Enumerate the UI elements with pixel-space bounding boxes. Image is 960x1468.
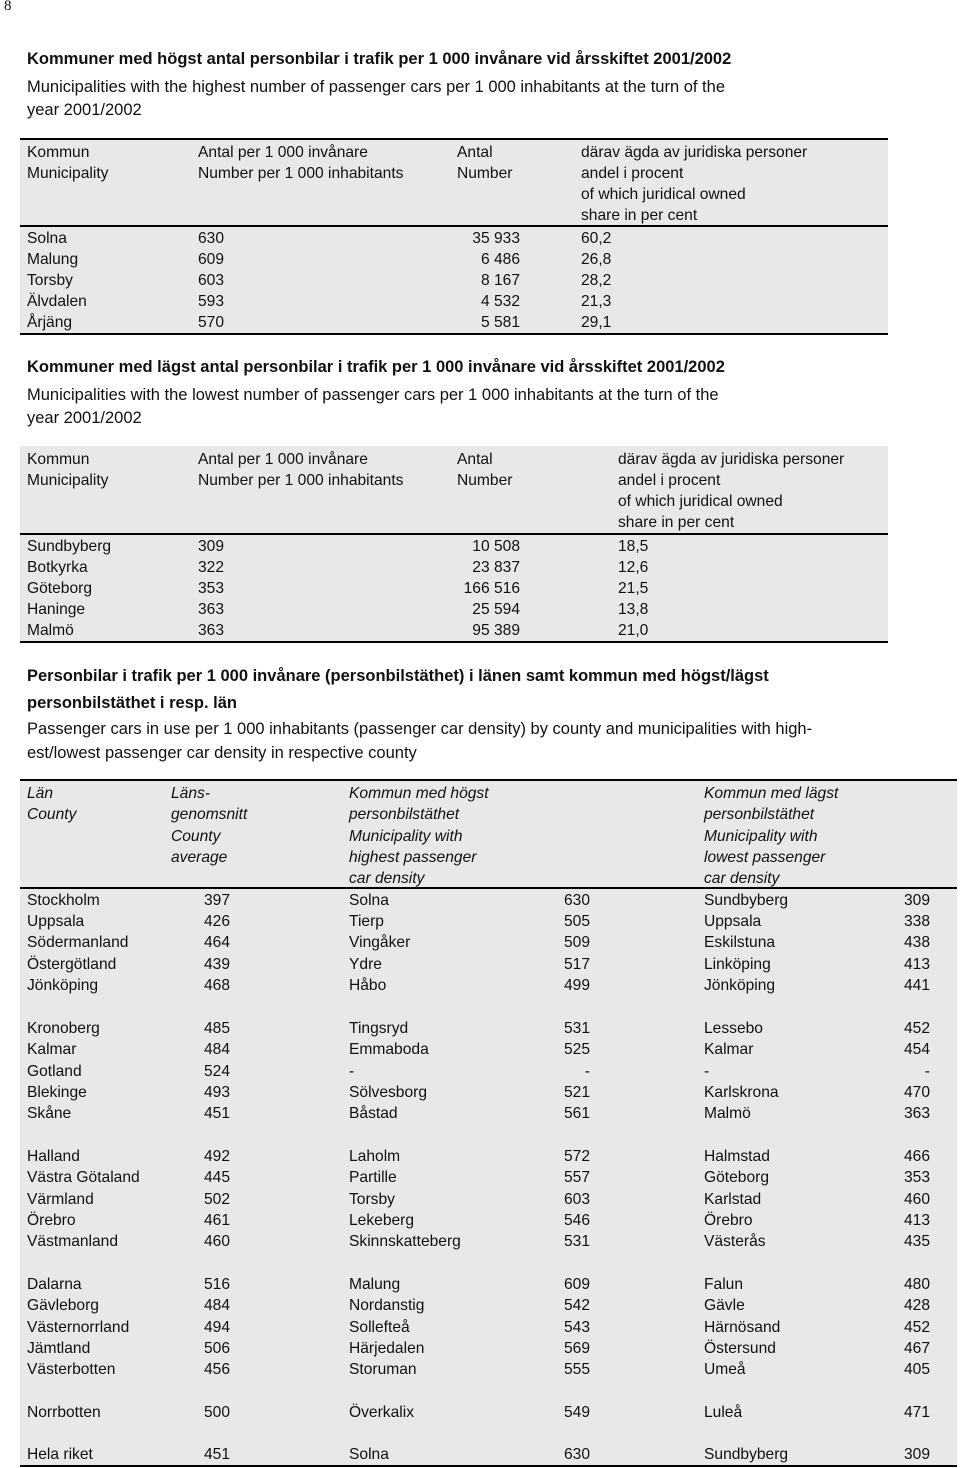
share-cell: 21,0	[618, 622, 649, 639]
number-cell: 5 581	[480, 314, 520, 331]
county-cell: Blekinge	[27, 1084, 87, 1101]
highest-municipality-cell: Tingsryd	[349, 1020, 409, 1037]
highest-value-cell: 499	[563, 977, 590, 994]
section3-title-en: Passenger cars in use per 1 000 inhabitants (passenger car density) by county and municipalities with high-	[27, 720, 813, 738]
share-cell: 29,1	[581, 314, 612, 331]
highest-municipality-cell: Solna	[349, 1446, 389, 1463]
county-cell: Västernorrland	[27, 1319, 130, 1336]
average-cell: 468	[204, 977, 231, 994]
county-cell: Södermanland	[27, 934, 129, 951]
lowest-municipality-cell: Jönköping	[704, 977, 776, 994]
per-1000-cell: 609	[198, 251, 225, 268]
lowest-municipality-cell: Umeå	[704, 1361, 746, 1378]
table1-header-rule	[20, 225, 888, 227]
highest-value-cell: 603	[563, 1191, 590, 1208]
lowest-value-cell: 413	[903, 956, 930, 973]
highest-municipality-cell: Båstad	[349, 1105, 398, 1122]
col-header-share-en: of which juridical owned	[581, 186, 746, 203]
col-header-per-1000-en: Number per 1 000 inhabitants	[198, 472, 404, 489]
lowest-value-cell: 452	[903, 1319, 930, 1336]
county-cell: Dalarna	[27, 1276, 82, 1293]
highest-municipality-cell: Skinnskatteberg	[349, 1233, 461, 1250]
share-cell: 13,8	[618, 601, 649, 618]
county-cell: Halland	[27, 1148, 80, 1165]
section3-title-sv: Personbilar i trafik per 1 000 invånare (personbilstäthet) i länen samt kommun med högst/lägst	[27, 667, 769, 685]
lowest-municipality-cell: Gävle	[704, 1297, 745, 1314]
lowest-value-cell: 309	[903, 892, 930, 909]
lowest-value-cell: 413	[903, 1212, 930, 1229]
county-cell: Västerbotten	[27, 1361, 116, 1378]
share-cell: 21,5	[618, 580, 649, 597]
county-cell: Jönköping	[27, 977, 99, 994]
lowest-municipality-cell: Härnösand	[704, 1319, 781, 1336]
average-cell: 524	[204, 1063, 231, 1080]
average-cell: 500	[204, 1404, 231, 1421]
per-1000-cell: 603	[198, 272, 225, 289]
col-header-lowest: Municipality with	[704, 828, 818, 845]
average-cell: 451	[204, 1446, 231, 1463]
section3-title-en-cont: est/lowest passenger car density in respective county	[27, 744, 417, 762]
lowest-value-cell: 309	[903, 1446, 930, 1463]
average-cell: 506	[204, 1340, 231, 1357]
per-1000-cell: 309	[198, 538, 225, 555]
col-header-number: Number	[457, 472, 513, 489]
col-header-highest: highest passenger	[349, 849, 477, 866]
share-cell: 26,8	[581, 251, 612, 268]
highest-municipality-cell: Emmaboda	[349, 1041, 429, 1058]
average-cell: 516	[204, 1276, 231, 1293]
county-cell: Norrbotten	[27, 1404, 101, 1421]
highest-municipality-cell: Härjedalen	[349, 1340, 425, 1357]
lowest-municipality-cell: Östersund	[704, 1340, 776, 1357]
highest-municipality-cell: Storuman	[349, 1361, 417, 1378]
number-cell: 95 389	[472, 622, 520, 639]
col-header-share-sv-2: andel i procent	[618, 472, 721, 489]
col-header-antal: Antal	[457, 451, 493, 468]
table1-top-rule	[20, 138, 888, 140]
col-header-kommun: Kommun	[27, 451, 90, 468]
lowest-municipality-cell: Malmö	[704, 1105, 751, 1122]
lowest-municipality-cell: Linköping	[704, 956, 771, 973]
highest-value-cell: 546	[563, 1212, 590, 1229]
page-number: 8	[4, 0, 12, 14]
highest-municipality-cell: Partille	[349, 1169, 397, 1186]
col-header-share-sv-2: andel i procent	[581, 165, 684, 182]
lowest-municipality-cell: Kalmar	[704, 1041, 754, 1058]
highest-value-cell: 572	[563, 1148, 590, 1165]
highest-municipality-cell: Vingåker	[349, 934, 411, 951]
lowest-municipality-cell: Halmstad	[704, 1148, 770, 1165]
municipality-cell: Sundbyberg	[27, 538, 112, 555]
lowest-municipality-cell: Sundbyberg	[704, 892, 789, 909]
number-cell: 166 516	[463, 580, 520, 597]
share-cell: 12,6	[618, 559, 649, 576]
lowest-value-cell: 353	[903, 1169, 930, 1186]
lowest-municipality-cell: -	[704, 1063, 710, 1080]
number-cell: 8 167	[480, 272, 520, 289]
per-1000-cell: 363	[198, 622, 225, 639]
col-header-average: average	[171, 849, 228, 866]
highest-municipality-cell: Torsby	[349, 1191, 395, 1208]
municipality-cell: Älvdalen	[27, 293, 87, 310]
col-header-municipality: Municipality	[27, 472, 109, 489]
average-cell: 439	[204, 956, 231, 973]
number-cell: 25 594	[472, 601, 520, 618]
county-cell: Skåne	[27, 1105, 72, 1122]
lowest-municipality-cell: Örebro	[704, 1212, 753, 1229]
highest-value-cell: 549	[563, 1404, 590, 1421]
highest-value-cell: 531	[563, 1020, 590, 1037]
lowest-value-cell: 460	[903, 1191, 930, 1208]
lowest-value-cell: 471	[903, 1404, 930, 1421]
municipality-cell: Malung	[27, 251, 79, 268]
col-header-lan: Län	[27, 785, 54, 802]
highest-value-cell: -	[584, 1063, 590, 1080]
highest-municipality-cell: Nordanstig	[349, 1297, 425, 1314]
average-cell: 485	[204, 1020, 231, 1037]
share-cell: 21,3	[581, 293, 612, 310]
col-header-municipality: Municipality	[27, 165, 109, 182]
highest-value-cell: 542	[563, 1297, 590, 1314]
col-header-highest: personbilstäthet	[349, 806, 460, 823]
lowest-municipality-cell: Sundbyberg	[704, 1446, 789, 1463]
county-cell: Kronoberg	[27, 1020, 100, 1037]
highest-municipality-cell: Överkalix	[349, 1404, 414, 1421]
col-header-per-1000-en: Number per 1 000 inhabitants	[198, 165, 404, 182]
number-cell: 6 486	[480, 251, 520, 268]
lowest-value-cell: 454	[903, 1041, 930, 1058]
col-header-lowest: lowest passenger	[704, 849, 826, 866]
average-cell: 451	[204, 1105, 231, 1122]
section2-title-en-cont: year 2001/2002	[27, 409, 142, 427]
average-cell: 445	[204, 1169, 231, 1186]
lowest-municipality-cell: Luleå	[704, 1404, 743, 1421]
col-header-share-en: of which juridical owned	[618, 493, 783, 510]
county-cell: Kalmar	[27, 1041, 77, 1058]
highest-municipality-cell: Malung	[349, 1276, 401, 1293]
section2-title-sv: Kommuner med lägst antal personbilar i trafik per 1 000 invånare vid årsskiftet 2001/2002	[27, 358, 725, 376]
share-cell: 18,5	[618, 538, 649, 555]
lowest-municipality-cell: Karlstad	[704, 1191, 762, 1208]
col-header-highest: Kommun med högst	[349, 785, 489, 802]
county-cell: Gotland	[27, 1063, 82, 1080]
highest-value-cell: 505	[563, 913, 590, 930]
lowest-value-cell: 466	[903, 1148, 930, 1165]
table2-header-rule	[20, 533, 888, 535]
lowest-municipality-cell: Eskilstuna	[704, 934, 776, 951]
lowest-value-cell: -	[924, 1063, 930, 1080]
col-header-lowest: car density	[704, 870, 780, 887]
col-header-per-1000-sv: Antal per 1 000 invånare	[198, 144, 368, 161]
lowest-municipality-cell: Lessebo	[704, 1020, 763, 1037]
col-header-share-en-2: share in per cent	[618, 514, 735, 531]
lowest-value-cell: 438	[903, 934, 930, 951]
col-header-highest: Municipality with	[349, 828, 463, 845]
highest-municipality-cell: Håbo	[349, 977, 387, 994]
lowest-municipality-cell: Göteborg	[704, 1169, 770, 1186]
col-header-per-1000-sv: Antal per 1 000 invånare	[198, 451, 368, 468]
number-cell: 4 532	[480, 293, 520, 310]
lowest-value-cell: 338	[903, 913, 930, 930]
table3-header-rule	[20, 887, 957, 889]
average-cell: 492	[204, 1148, 231, 1165]
municipality-cell: Årjäng	[27, 314, 73, 331]
average-cell: 484	[204, 1041, 231, 1058]
average-cell: 502	[204, 1191, 231, 1208]
number-cell: 10 508	[472, 538, 520, 555]
lowest-municipality-cell: Karlskrona	[704, 1084, 779, 1101]
highest-municipality-cell: Ydre	[349, 956, 382, 973]
highest-value-cell: 569	[563, 1340, 590, 1357]
highest-value-cell: 517	[563, 956, 590, 973]
col-header-lowest: Kommun med lägst	[704, 785, 839, 802]
highest-value-cell: 543	[563, 1319, 590, 1336]
number-cell: 35 933	[472, 230, 520, 247]
highest-value-cell: 521	[563, 1084, 590, 1101]
municipality-cell: Malmö	[27, 622, 74, 639]
county-cell: Gävleborg	[27, 1297, 99, 1314]
municipality-cell: Torsby	[27, 272, 73, 289]
col-header-county: County	[27, 806, 77, 823]
highest-value-cell: 557	[563, 1169, 590, 1186]
table3-top-rule	[20, 779, 957, 781]
average-cell: 456	[204, 1361, 231, 1378]
county-cell: Stockholm	[27, 892, 100, 909]
average-cell: 493	[204, 1084, 231, 1101]
lowest-value-cell: 441	[903, 977, 930, 994]
county-cell: Jämtland	[27, 1340, 91, 1357]
col-header-average: genomsnitt	[171, 806, 248, 823]
average-cell: 484	[204, 1297, 231, 1314]
highest-value-cell: 531	[563, 1233, 590, 1250]
county-cell: Västmanland	[27, 1233, 119, 1250]
per-1000-cell: 570	[198, 314, 225, 331]
table3-bottom-rule	[20, 1465, 957, 1467]
county-cell: Västra Götaland	[27, 1169, 140, 1186]
per-1000-cell: 593	[198, 293, 225, 310]
number-cell: 23 837	[472, 559, 520, 576]
county-cell: Östergötland	[27, 956, 117, 973]
section1-title-en: Municipalities with the highest number of passenger cars per 1 000 inhabitants at the turn of the	[27, 78, 725, 96]
col-header-share-sv: därav ägda av juridiska personer	[581, 144, 808, 161]
county-cell: Hela riket	[27, 1446, 93, 1463]
section1-title-en-cont: year 2001/2002	[27, 101, 142, 119]
highest-municipality-cell: Tierp	[349, 913, 384, 930]
highest-municipality-cell: Sollefteå	[349, 1319, 410, 1336]
col-header-lowest: personbilstäthet	[704, 806, 815, 823]
county-cell: Uppsala	[27, 913, 85, 930]
county-cell: Örebro	[27, 1212, 76, 1229]
highest-value-cell: 561	[563, 1105, 590, 1122]
col-header-share-sv: därav ägda av juridiska personer	[618, 451, 845, 468]
col-header-highest: car density	[349, 870, 425, 887]
lowest-value-cell: 435	[903, 1233, 930, 1250]
lowest-value-cell: 428	[903, 1297, 930, 1314]
share-cell: 28,2	[581, 272, 612, 289]
average-cell: 426	[204, 913, 231, 930]
lowest-value-cell: 405	[903, 1361, 930, 1378]
highest-municipality-cell: Lekeberg	[349, 1212, 415, 1229]
municipality-cell: Haninge	[27, 601, 86, 618]
highest-municipality-cell: Solna	[349, 892, 389, 909]
highest-value-cell: 509	[563, 934, 590, 951]
lowest-value-cell: 363	[903, 1105, 930, 1122]
col-header-antal: Antal	[457, 144, 493, 161]
col-header-kommun: Kommun	[27, 144, 90, 161]
col-header-share-en-2: share in per cent	[581, 207, 698, 224]
section3-title-sv-cont: personbilstäthet i resp. län	[27, 694, 237, 712]
col-header-number: Number	[457, 165, 513, 182]
lowest-value-cell: 452	[903, 1020, 930, 1037]
average-cell: 494	[204, 1319, 231, 1336]
county-cell: Värmland	[27, 1191, 94, 1208]
highest-value-cell: 525	[563, 1041, 590, 1058]
lowest-municipality-cell: Uppsala	[704, 913, 762, 930]
per-1000-cell: 630	[198, 230, 225, 247]
highest-municipality-cell: Laholm	[349, 1148, 401, 1165]
section1-title-sv: Kommuner med högst antal personbilar i trafik per 1 000 invånare vid årsskiftet 2001/2002	[27, 50, 732, 68]
average-cell: 461	[204, 1212, 231, 1229]
lowest-value-cell: 480	[903, 1276, 930, 1293]
average-cell: 464	[204, 934, 231, 951]
lowest-municipality-cell: Västerås	[704, 1233, 766, 1250]
highest-value-cell: 609	[563, 1276, 590, 1293]
section2-title-en: Municipalities with the lowest number of passenger cars per 1 000 inhabitants at the turn of the	[27, 386, 719, 404]
highest-value-cell: 555	[563, 1361, 590, 1378]
municipality-cell: Botkyrka	[27, 559, 88, 576]
average-cell: 397	[204, 892, 231, 909]
highest-municipality-cell: -	[349, 1063, 355, 1080]
average-cell: 460	[204, 1233, 231, 1250]
per-1000-cell: 322	[198, 559, 225, 576]
highest-value-cell: 630	[563, 892, 590, 909]
share-cell: 60,2	[581, 230, 612, 247]
highest-value-cell: 630	[563, 1446, 590, 1463]
table3-background	[20, 779, 957, 1466]
municipality-cell: Solna	[27, 230, 67, 247]
per-1000-cell: 363	[198, 601, 225, 618]
col-header-average: Läns-	[171, 785, 211, 802]
lowest-municipality-cell: Falun	[704, 1276, 744, 1293]
lowest-value-cell: 467	[903, 1340, 930, 1357]
lowest-value-cell: 470	[903, 1084, 930, 1101]
municipality-cell: Göteborg	[27, 580, 93, 597]
highest-municipality-cell: Sölvesborg	[349, 1084, 428, 1101]
col-header-average: County	[171, 828, 221, 845]
per-1000-cell: 353	[198, 580, 225, 597]
